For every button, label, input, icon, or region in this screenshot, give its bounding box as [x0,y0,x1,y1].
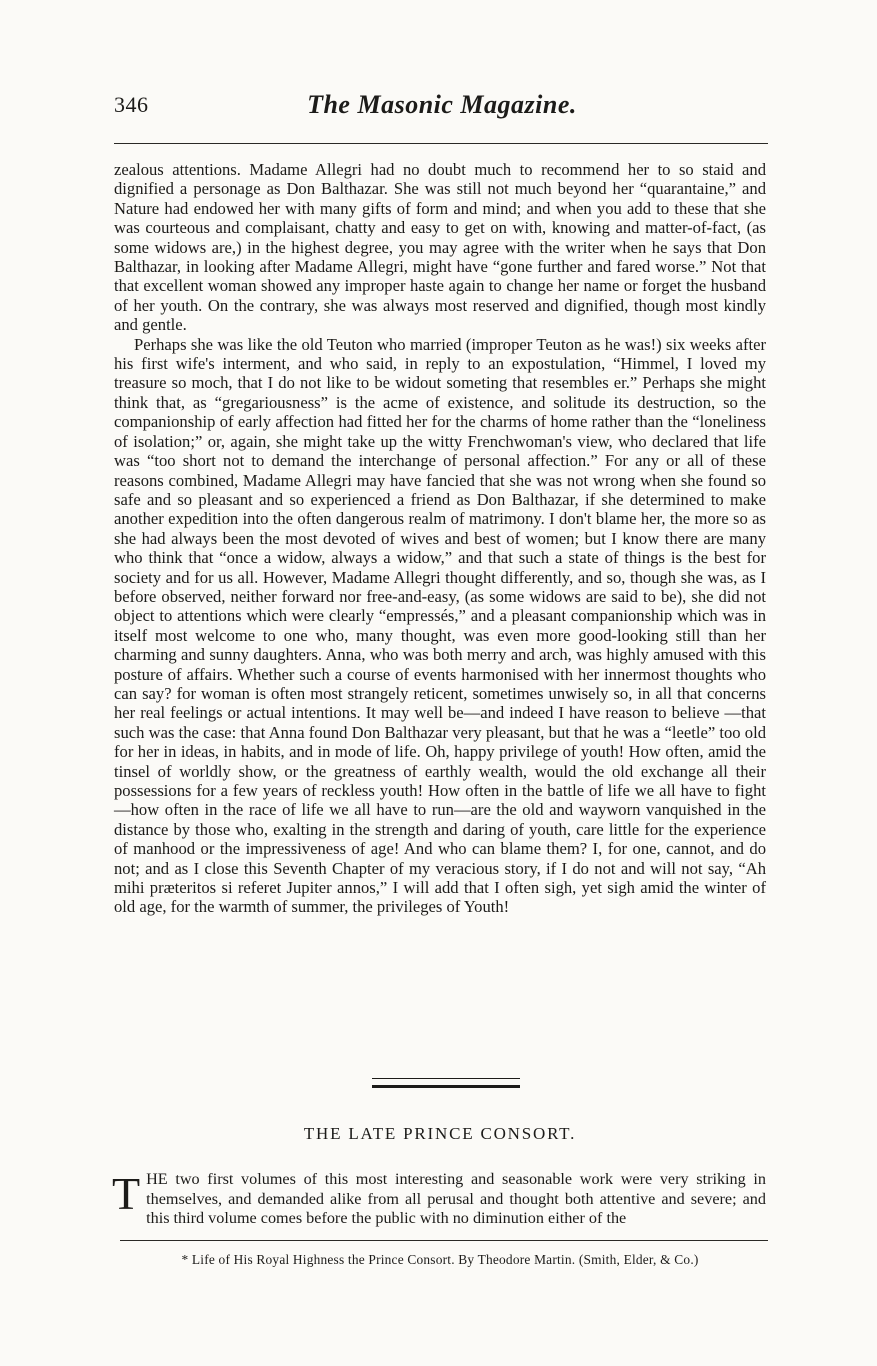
paragraph-2: Perhaps she was like the old Teuton who married (improper Teuton as he was!) six weeks after his first wife's interment, and who said, in reply to an expostulation, “Himmel, I loved my treasure so moch, that I do not like to be widout someting that resembles er.” Perhaps she might think that, as “gregariousness” is the acme of existence, and solitude its destruction, so the companionship of early affection had fitted her for the charms of home rather than the “loneliness of isolation;” or, again, she might take up the witty Frenchwoman's view, who declared that life was “too short not to demand the interchange of personal affection.” For any or all of these reasons combined, Madame Allegri may have fancied that she was not wrong when she found so safe and so pleasant and so experienced a friend as Don Balthazar, if she determined to make another expedition into the often dangerous realm of matrimony. I don't blame her, the more so as she had always been the most devoted of wives and best of women; but I know there are many who think that “once a widow, always a widow,” and that such a state of things is the best for society and for us all. However, Madame Allegri thought differently, and so, though she was, as I before observed, neither forward nor free-and-easy, (as some widows are said to be), she did not object to attentions which were clearly “empressés,” and a pleasant companionship which was in itself most welcome to one who, many thought, was even more good-looking still than her charming and sunny daughters. Anna, who was both merry and arch, was highly amused with this posture of affairs. Whether such a course of events harmonised with her innermost thoughts who can say? for woman is often most strangely reticent, sometimes unwisely so, in all that concerns her real feelings or actual intentions. It may well be—and indeed I have reason to believe —that such was the case: that Anna found Don Balthazar very pleasant, but that he was a “leetle” too old for her in ideas, in habits, and in mode of life. Oh, happy privilege of youth! How often, amid the tinsel of worldly show, or the greatness of earthly wealth, would the old exchange all their possessions for a few years of reckless youth! How often in the battle of life we all have to fight—how often in the race of life we all have to run—are the old and wayworn vanquished in the distance by those who, exalting in the strength and daring of youth, care little for the experience of manhood or the impressiveness of age! And who can blame them? I, for one, cannot, and do not; and as I close this Seventh Chapter of my veracious story, if I do not and will not say, “Ah mihi præteritos si referet Jupiter annos,” I will add that I often sigh, yet sigh amid the winter of old age, for the warmth of summer, the privileges of Youth! [114,334,766,917]
drop-cap: T [112,1168,141,1219]
article-title: THE LATE PRINCE CONSORT. [303,1124,577,1143]
section-divider [372,1078,520,1088]
header-rule [114,143,768,144]
footnote-rule [120,1240,768,1241]
footnote: * Life of His Royal Highness the Prince Consort. By Theodore Martin. (Smith, Elder, & Co.) [181,1252,699,1267]
chapter-text [114,160,766,917]
article-paragraph-text: HE two first volumes of this most interesting and seasonable work were very striking in themselves, and demanded alike from all perusal and thought both attentive and severe; and this third volume comes before the public with no diminution either of the [146,1170,766,1228]
article-text [114,1170,766,1229]
article-paragraph [114,1170,766,1229]
page-header [112,92,772,132]
paragraph-1: zealous attentions. Madame Allegri had no doubt much to recommend her to so staid and dignified a personage as Don Balthazar. She was still not much beyond her “quarantaine,” and Nature had endowed her with many gifts of form and mind; and when you add to these that she was courteous and complaisant, chatty and easy to get on with, knowing and matter-of-fact, (as some widows are,) in the highest degree, you may agree with the writer when he says that Don Balthazar, in looking after Madame Allegri, might have “gone further and fared worse.” Not that that excellent woman showed any improper haste again to change her name or forget the husband of her youth. On the contrary, she was always most reserved and dignified, though most kindly and gentle. [114,160,766,335]
running-title: The Masonic Magazine. [307,90,577,119]
page-number: 346 [114,92,149,117]
